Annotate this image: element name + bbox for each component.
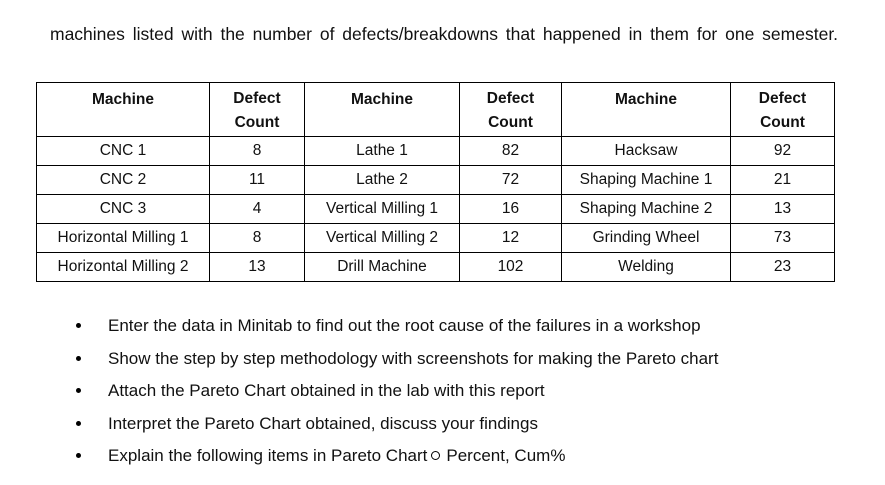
table-cell: Welding	[562, 253, 731, 282]
list-item	[72, 377, 718, 410]
task-text: Enter the data in Minitab to find out the root cause of the failures in a workshop	[108, 316, 701, 335]
table-row	[37, 195, 835, 224]
table-cell: Shaping Machine 2	[562, 195, 731, 224]
table-cell: Horizontal Milling 1	[37, 224, 210, 253]
table-cell: 82	[460, 137, 562, 166]
task-text: Explain the following items in Pareto Chart	[108, 446, 428, 465]
defect-table	[36, 82, 835, 282]
table-cell: CNC 3	[37, 195, 210, 224]
table-cell: Lathe 1	[305, 137, 460, 166]
table-cell: 73	[731, 224, 835, 253]
intro-paragraph: machines listed with the number of defects/breakdowns that happened in them for one semester.	[50, 23, 839, 44]
table-header-row	[37, 83, 835, 137]
bullet-icon	[76, 323, 81, 328]
table-cell: Lathe 2	[305, 166, 460, 195]
table-cell: Shaping Machine 1	[562, 166, 731, 195]
table-cell: 12	[460, 224, 562, 253]
table-cell: 102	[460, 253, 562, 282]
task-text: Interpret the Pareto Chart obtained, discuss your findings	[108, 413, 538, 433]
table-cell: 13	[731, 195, 835, 224]
list-item	[72, 442, 718, 475]
hollow-bullet-icon	[431, 451, 440, 460]
table-cell: 4	[210, 195, 305, 224]
table-cell: Vertical Milling 2	[305, 224, 460, 253]
table-cell: 16	[460, 195, 562, 224]
table-row	[37, 253, 835, 282]
table-cell: 11	[210, 166, 305, 195]
table-cell: Horizontal Milling 2	[37, 253, 210, 282]
table-cell: Grinding Wheel	[562, 224, 731, 253]
task-text: Attach the Pareto Chart obtained in the lab with this report	[108, 381, 545, 400]
task-text: Show the step by step methodology with screenshots for making the Pareto chart	[108, 348, 719, 368]
bullet-icon	[76, 356, 81, 361]
header-machine-2: Machine	[305, 83, 460, 137]
list-item	[72, 312, 718, 345]
table-cell: CNC 2	[37, 166, 210, 195]
table-cell: 92	[731, 137, 835, 166]
bullet-icon	[76, 453, 81, 458]
header-defect-count-3: Defect Count	[731, 83, 835, 137]
table-cell: CNC 1	[37, 137, 210, 166]
header-machine-1: Machine	[37, 83, 210, 137]
table-cell: 23	[731, 253, 835, 282]
table-cell: 72	[460, 166, 562, 195]
list-item	[72, 345, 718, 378]
table-cell: 13	[210, 253, 305, 282]
table-cell: Hacksaw	[562, 137, 731, 166]
list-item	[72, 410, 718, 443]
table-cell: 21	[731, 166, 835, 195]
table-cell: Drill Machine	[305, 253, 460, 282]
sub-items-text: Percent, Cum%	[446, 446, 566, 465]
bullet-icon	[76, 388, 81, 393]
header-defect-count-2: Defect Count	[460, 83, 562, 137]
bullet-icon	[76, 421, 81, 426]
header-machine-3: Machine	[562, 83, 731, 137]
table-row	[37, 224, 835, 253]
task-list	[72, 312, 718, 475]
header-defect-count-1: Defect Count	[210, 83, 305, 137]
table-cell: 8	[210, 224, 305, 253]
table-row	[37, 137, 835, 166]
table-cell: Vertical Milling 1	[305, 195, 460, 224]
table-row	[37, 166, 835, 195]
table-cell: 8	[210, 137, 305, 166]
